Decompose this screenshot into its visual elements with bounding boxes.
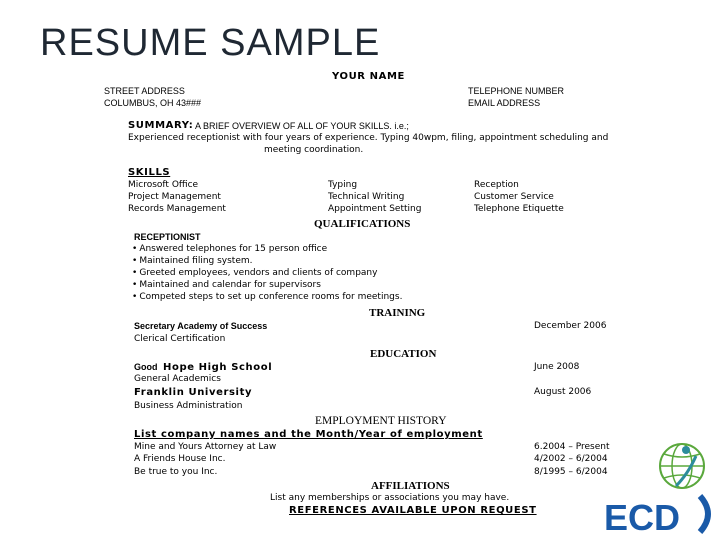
school-2-program: Business Administration [134,401,243,411]
qualification-bullet: • Answered telephones for 15 person office [132,244,327,254]
skill-item: Records Management [128,204,226,214]
references-note: REFERENCES AVAILABLE UPON REQUEST [289,505,537,516]
employment-subheading: List company names and the Month/Year of employment [134,429,483,440]
affiliations-text: List any memberships or associations you may have. [270,493,510,503]
qualification-bullet: • Greeted employees, vendors and clients of company [132,268,377,278]
school-2-name: Franklin University [134,387,253,398]
training-heading: TRAINING [369,307,426,319]
school-2-date: August 2006 [534,387,592,397]
your-name: YOUR NAME [332,71,405,82]
school-1-name: Hope High School [163,362,273,373]
education-heading: EDUCATION [370,348,437,360]
summary-line-2: Experienced receptionist with four years of experience. Typing 40wpm, filing, appointment scheduling and [128,133,609,143]
affiliations-heading: AFFILIATIONS [371,480,450,492]
city-zip: COLUMBUS, OH 43### [104,98,202,108]
telephone-number: TELEPHONE NUMBER [468,86,565,96]
ecd-logo [604,440,716,536]
qualification-bullet: • Maintained and calendar for supervisors [132,280,321,290]
qualification-bullet: • Competed steps to set up conference rooms for meetings. [132,292,402,302]
school-prefix: Good [134,362,158,372]
employment-dates: 4/2002 – 6/2004 [534,454,608,464]
skill-item: Technical Writing [328,192,405,202]
qualifications-heading: QUALIFICATIONS [314,218,411,230]
employer-name: Mine and Yours Attorney at Law [134,442,277,452]
employment-dates: 8/1995 – 6/2004 [534,467,608,477]
skill-item: Customer Service [474,192,554,202]
slide-title: RESUME SAMPLE [40,22,381,64]
summary-line-3: meeting coordination. [264,145,364,155]
skills-heading: SKILLS [128,167,171,178]
globe-person-icon [604,440,716,536]
employment-dates: 6.2004 – Present [534,442,610,452]
training-school: Secretary Academy of Success [134,321,268,331]
skill-item: Reception [474,180,519,190]
summary-label: SUMMARY: [128,120,194,131]
employment-heading: EMPLOYMENT HISTORY [315,415,447,427]
school-1-date: June 2008 [534,362,580,372]
email-address: EMAIL ADDRESS [468,98,541,108]
employer-name: A Friends House Inc. [134,454,226,464]
training-date: December 2006 [534,321,607,331]
skill-item: Microsoft Office [128,180,199,190]
street-address: STREET ADDRESS [104,86,185,96]
employer-name: Be true to you Inc. [134,467,218,477]
skill-item: Appointment Setting [328,204,422,214]
job-title: RECEPTIONIST [134,232,201,242]
school-1-program: General Academics [134,374,221,384]
logo-text: ECD [604,497,681,536]
skill-item: Project Management [128,192,221,202]
skill-item: Typing [328,180,358,190]
skill-item: Telephone Etiquette [474,204,564,214]
training-certificate: Clerical Certification [134,334,226,344]
summary-line-1: A BRIEF OVERVIEW OF ALL OF YOUR SKILLS. i.e.; [195,121,409,131]
qualification-bullet: • Maintained filing system. [132,256,253,266]
